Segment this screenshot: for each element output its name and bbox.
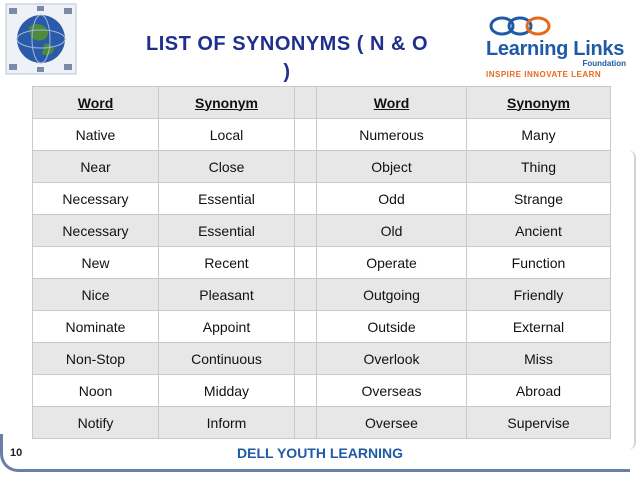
gap-cell	[295, 151, 317, 183]
gap-cell	[295, 247, 317, 279]
synonym-cell: External	[467, 311, 611, 343]
word-cell: Outgoing	[317, 279, 467, 311]
page-title	[112, 30, 462, 86]
gap-cell	[295, 183, 317, 215]
synonym-cell: Pleasant	[159, 279, 295, 311]
word-cell: Nice	[33, 279, 159, 311]
word-cell: Noon	[33, 375, 159, 407]
header-gap	[295, 87, 317, 119]
synonym-cell: Continuous	[159, 343, 295, 375]
word-cell: Necessary	[33, 183, 159, 215]
synonym-cell: Strange	[467, 183, 611, 215]
globe-icon	[4, 2, 78, 76]
word-cell: Nominate	[33, 311, 159, 343]
word-cell: Near	[33, 151, 159, 183]
synonym-cell: Midday	[159, 375, 295, 407]
header-word-2: Word	[317, 87, 467, 119]
synonym-cell: Ancient	[467, 215, 611, 247]
gap-cell	[295, 215, 317, 247]
synonym-cell: Inform	[159, 407, 295, 439]
gap-cell	[295, 119, 317, 151]
word-cell: Notify	[33, 407, 159, 439]
gap-cell	[295, 279, 317, 311]
table-row	[33, 119, 611, 151]
table-row	[33, 247, 611, 279]
table-row	[33, 183, 611, 215]
word-cell: Necessary	[33, 215, 159, 247]
learning-links-rings-icon	[488, 12, 568, 40]
synonym-cell: Local	[159, 119, 295, 151]
synonym-cell: Close	[159, 151, 295, 183]
gap-cell	[295, 343, 317, 375]
table-row	[33, 279, 611, 311]
table-row	[33, 215, 611, 247]
synonym-cell: Many	[467, 119, 611, 151]
synonym-cell: Miss	[467, 343, 611, 375]
synonym-cell: Appoint	[159, 311, 295, 343]
word-cell: Numerous	[317, 119, 467, 151]
header-word-1: Word	[33, 87, 159, 119]
word-cell: New	[33, 247, 159, 279]
word-cell: Overlook	[317, 343, 467, 375]
header-synonym-1: Synonym	[159, 87, 295, 119]
synonym-cell: Thing	[467, 151, 611, 183]
gap-cell	[295, 375, 317, 407]
synonym-cell: Recent	[159, 247, 295, 279]
table-header-row	[33, 87, 611, 119]
word-cell: Non-Stop	[33, 343, 159, 375]
synonyms-table	[32, 86, 611, 439]
table-row	[33, 151, 611, 183]
table-row	[33, 375, 611, 407]
word-cell: Oversee	[317, 407, 467, 439]
title-line-2: )	[283, 61, 291, 83]
gap-cell	[295, 311, 317, 343]
learning-links-logo	[486, 12, 628, 80]
slide-edge-decoration	[628, 150, 636, 450]
synonym-cell: Supervise	[467, 407, 611, 439]
header-synonym-2: Synonym	[467, 87, 611, 119]
table-row	[33, 311, 611, 343]
word-cell: Outside	[317, 311, 467, 343]
footer-title: DELL YOUTH LEARNING	[237, 445, 403, 461]
page-number: 10	[10, 447, 23, 459]
word-cell: Odd	[317, 183, 467, 215]
logo-tagline: INSPIRE INNOVATE LEARN	[486, 70, 602, 79]
synonym-cell: Function	[467, 247, 611, 279]
table-row	[33, 343, 611, 375]
word-cell: Old	[317, 215, 467, 247]
logo-name: Learning Links	[486, 38, 625, 60]
title-line-1: LIST OF SYNONYMS ( N & O	[145, 33, 428, 55]
logo-foundation: Foundation	[582, 59, 626, 68]
word-cell: Object	[317, 151, 467, 183]
synonym-cell: Essential	[159, 183, 295, 215]
synonym-cell: Friendly	[467, 279, 611, 311]
word-cell: Native	[33, 119, 159, 151]
word-cell: Operate	[317, 247, 467, 279]
synonym-cell: Essential	[159, 215, 295, 247]
word-cell: Overseas	[317, 375, 467, 407]
synonym-cell: Abroad	[467, 375, 611, 407]
